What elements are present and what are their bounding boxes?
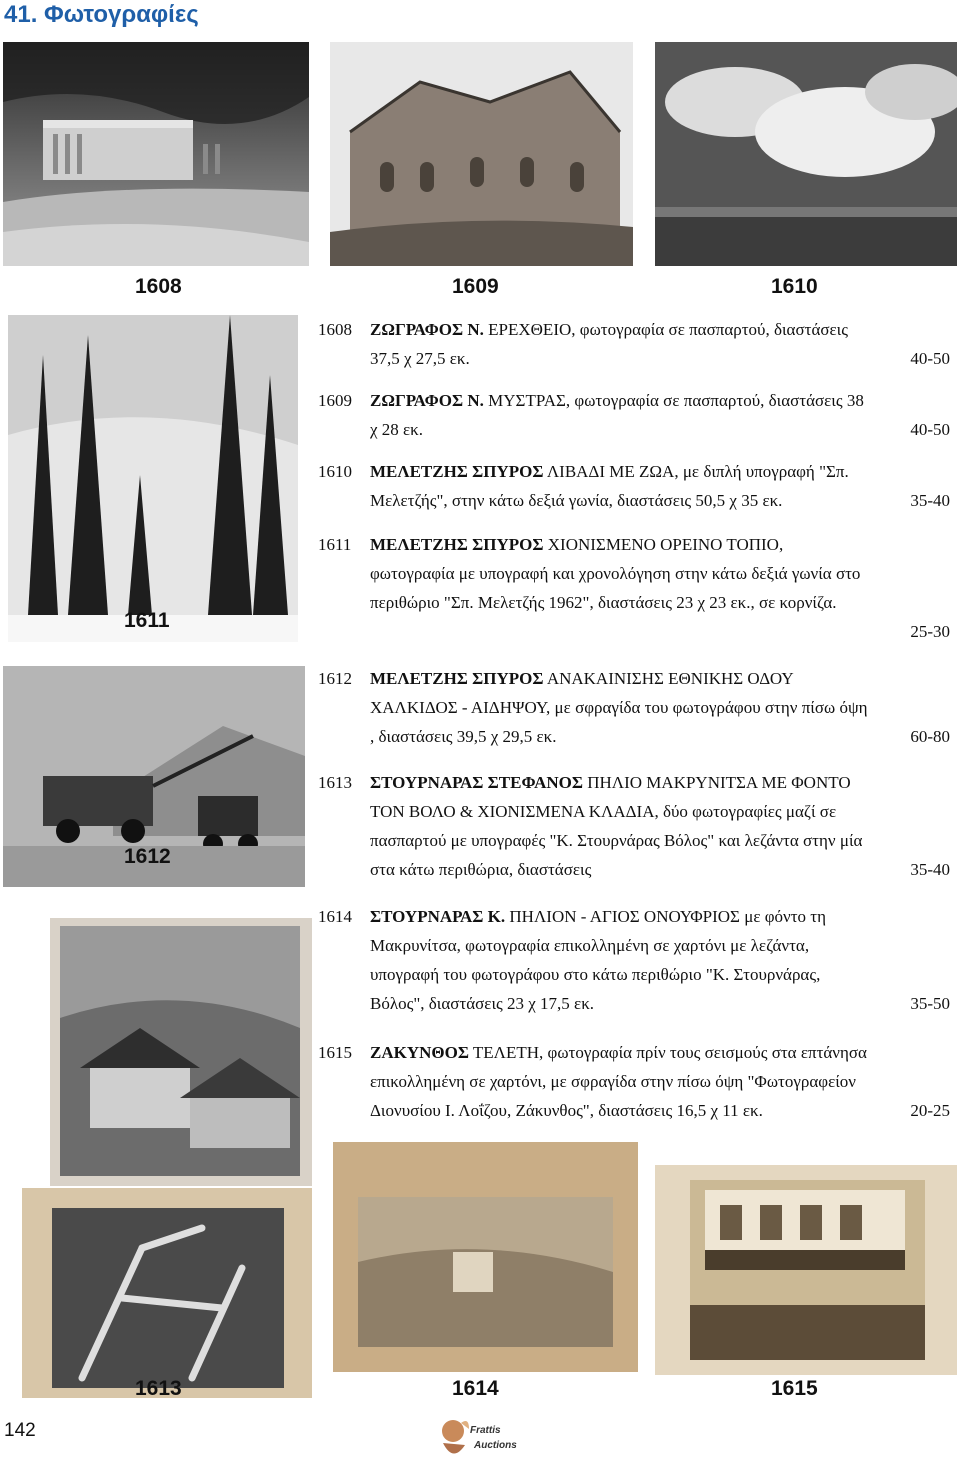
- lot-description-cont3: στα κάτω περιθώρια, διαστάσεις: [370, 860, 592, 879]
- lot-description: ΜΥΣΤΡΑΣ, φωτογραφία σε πασπαρτού, διαστάσεις 38: [483, 391, 864, 410]
- lot-description-cont2: πασπαρτού με υπογραφές "Κ. Στουρνάρας Βόλος" και λεζάντα στην μία: [370, 831, 863, 850]
- section-title: 41. Φωτογραφίες: [4, 1, 199, 28]
- lot-number: 1614: [318, 907, 352, 926]
- caption-1613: 1613: [135, 1377, 182, 1400]
- photo-1611-snowy-forest: [8, 315, 298, 642]
- photo-1610-meadow: [655, 42, 957, 266]
- caption-1610: 1610: [771, 275, 818, 298]
- lot-description-cont: ΧΑΛΚΙΔΟΣ - ΑΙΔΗΨΟΥ, με σφραγίδα του φωτογράφου στην πίσω όψη: [370, 698, 868, 717]
- lot-description-cont2: περιθώριο "Σπ. Μελετζής 1962", διαστάσεις 23 χ 23 εκ., σε κορνίζα.: [370, 593, 837, 612]
- lot-description-cont: χ 28 εκ.: [370, 420, 424, 439]
- photo-1615-zakynthos-ceremony: [655, 1165, 957, 1375]
- entry-1613: [318, 768, 950, 884]
- lot-price: 35-50: [910, 994, 950, 1013]
- caption-1612: 1612: [124, 845, 171, 868]
- lot-price: 35-40: [910, 860, 950, 879]
- logo-text-line2: Auctions: [474, 1440, 517, 1451]
- lot-artist: ΖΑΚΥΝΘΟΣ: [370, 1043, 469, 1062]
- lot-number: 1608: [318, 320, 352, 339]
- lot-number: 1615: [318, 1043, 352, 1062]
- lot-number: 1609: [318, 391, 352, 410]
- entry-1609: [318, 386, 950, 444]
- lot-description: ΠΗΛΙΟΝ - ΑΓΙΟΣ ΟΝΟΥΦΡΙΟΣ με φόντο τη: [505, 907, 827, 926]
- lot-number: 1612: [318, 669, 352, 688]
- lot-price: 40-50: [910, 420, 950, 439]
- lot-description-cont: Μελετζής", στην κάτω δεξιά γωνία, διαστάσεις 50,5 χ 35 εκ.: [370, 491, 783, 510]
- page-number: 142: [4, 1420, 36, 1441]
- lot-price: 20-25: [910, 1101, 950, 1120]
- lot-description-cont: ΤΟΝ ΒΟΛΟ & ΧΙΟΝΙΣΜΕΝΑ ΚΛΑΔΙΑ, δύο φωτογραφίες μαζί σε: [370, 802, 837, 821]
- lot-description-cont3: Βόλος", διαστάσεις 23 χ 17,5 εκ.: [370, 994, 595, 1013]
- entry-1610: [318, 457, 950, 515]
- entry-1614: [318, 902, 950, 1018]
- lot-description-cont: φωτογραφία με υπογραφή και χρονολόγηση στην κάτω δεξιά γωνία στο: [370, 564, 861, 583]
- photo-1609-mystras: [330, 42, 633, 266]
- lot-number: 1613: [318, 773, 352, 792]
- lot-description: ΕΡΕΧΘΕΙΟ, φωτογραφία σε πασπαρτού, διαστάσεις: [483, 320, 848, 339]
- lot-artist: ΣΤΟΥΡΝΑΡΑΣ ΣΤΕΦΑΝΟΣ: [370, 773, 583, 792]
- photo-1613-pelion-makrynitsa: [50, 918, 312, 1186]
- lot-artist: ΜΕΛΕΤΖΗΣ ΣΠΥΡΟΣ: [370, 462, 544, 481]
- photo-1614-agios-onoufrios: [333, 1142, 638, 1372]
- lot-description-cont: επικολλημένη σε χαρτόνι, με σφραγίδα στην πίσω όψη "Φωτογραφείον: [370, 1072, 856, 1091]
- lot-price: 40-50: [910, 349, 950, 368]
- caption-1615: 1615: [771, 1377, 818, 1400]
- logo-text-line1: Frattis: [470, 1425, 501, 1436]
- lot-description-cont: 37,5 χ 27,5 εκ.: [370, 349, 470, 368]
- lot-artist: ΖΩΓΡΑΦΟΣ Ν.: [370, 391, 484, 410]
- photo-1613-snowy-branches: [22, 1188, 312, 1398]
- lot-artist: ΖΩΓΡΑΦΟΣ Ν.: [370, 320, 484, 339]
- lot-price: 25-30: [910, 622, 950, 641]
- lot-description: ΧΙΟΝΙΣΜΕΝΟ ΟΡΕΙΝΟ ΤΟΠΙΟ,: [543, 535, 784, 554]
- lot-description-cont2: , διαστάσεις 39,5 χ 29,5 εκ.: [370, 727, 557, 746]
- entry-1612: [318, 664, 950, 751]
- lot-description-cont2: υπογραφή του φωτογράφου στο κάτω περιθώριο "Κ. Στουρνάρας,: [370, 965, 821, 984]
- frattis-auctions-logo: [435, 1413, 535, 1463]
- caption-1614: 1614: [452, 1377, 499, 1400]
- lot-artist: ΜΕΛΕΤΖΗΣ ΣΠΥΡΟΣ: [370, 535, 544, 554]
- entry-1611: [318, 530, 950, 646]
- lot-description: ΠΗΛΙΟ ΜΑΚΡΥΝΙΤΣΑ ΜΕ ΦΟΝΤΟ: [582, 773, 851, 792]
- photo-1608-erechtheion: [3, 42, 309, 266]
- lot-description-cont: Μακρυνίτσα, φωτογραφία επικολλημένη σε χαρτόνι με λεζάντα,: [370, 936, 810, 955]
- caption-1611: 1611: [124, 609, 170, 632]
- lot-artist: ΜΕΛΕΤΖΗΣ ΣΠΥΡΟΣ: [370, 669, 544, 688]
- entry-1608: [318, 315, 950, 373]
- lot-description: ΤΕΛΕΤΗ, φωτογραφία πρίν τους σεισμούς στα επτάνησα: [468, 1043, 867, 1062]
- lot-number: 1611: [318, 535, 352, 554]
- lot-number: 1610: [318, 462, 352, 481]
- caption-1608: 1608: [135, 275, 182, 298]
- lot-description: ΛΙΒΑΔΙ ΜΕ ΖΩΑ, με διπλή υπογραφή "Σπ.: [543, 462, 849, 481]
- caption-1609: 1609: [452, 275, 499, 298]
- lot-description: ΑΝΑΚΑΙΝΙΣΗΣ ΕΘΝΙΚΗΣ ΟΔΟΥ: [543, 669, 794, 688]
- lot-artist: ΣΤΟΥΡΝΑΡΑΣ Κ.: [370, 907, 506, 926]
- lot-price: 35-40: [910, 491, 950, 510]
- lot-price: 60-80: [910, 727, 950, 746]
- entry-1615: [318, 1038, 950, 1125]
- lot-description-cont2: Διονυσίου Ι. Λοΐζου, Ζάκυνθος", διαστάσεις 16,5 χ 11 εκ.: [370, 1101, 763, 1120]
